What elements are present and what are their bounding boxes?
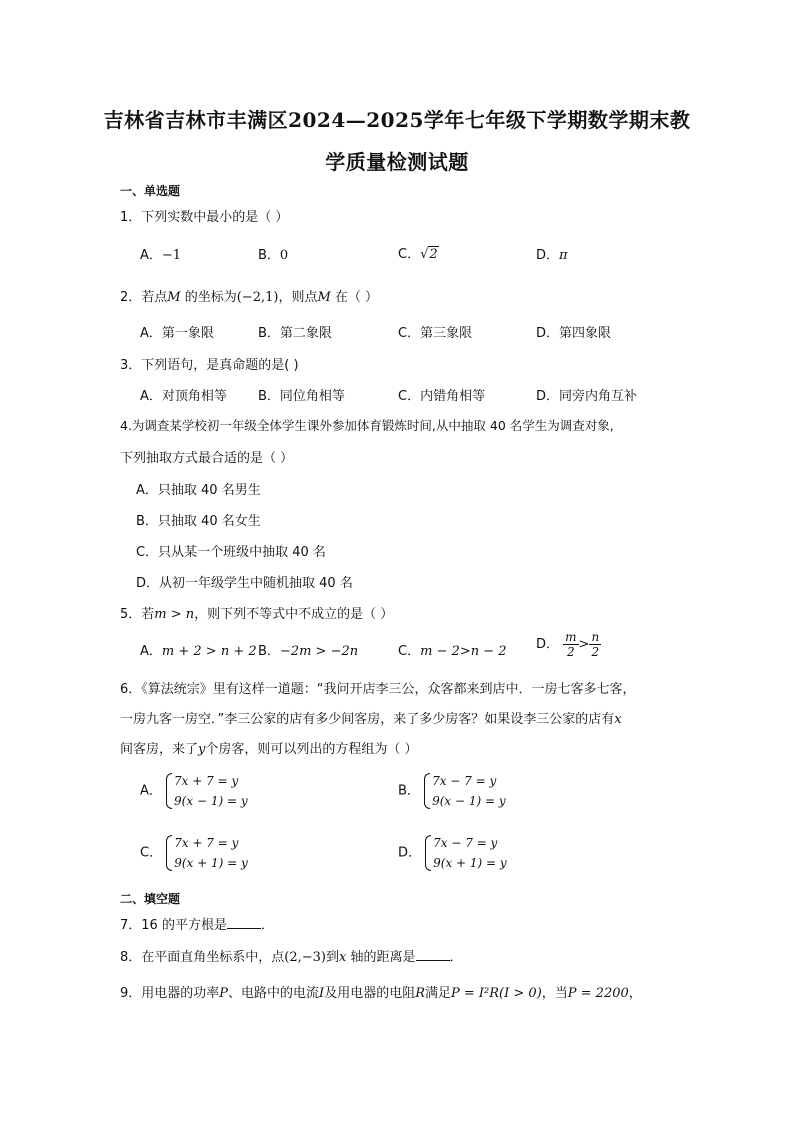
section-single-choice: 一、单选题 xyxy=(120,184,181,198)
q1-option-d: D．π xyxy=(536,248,568,263)
q2-option-d: D．第四象限 xyxy=(536,326,612,341)
exam-title-line1: 吉林省吉林市丰满区2024—2025学年七年级下学期数学期末教 xyxy=(103,108,691,132)
q4-stem-line2: 下列抽取方式最合适的是（ ） xyxy=(120,451,294,466)
q1-option-a: A．−1 xyxy=(140,248,182,263)
equation-system: 7x + 7 = y 9(x + 1) = y xyxy=(166,833,248,873)
q4-option-b: B．只抽取 40 名女生 xyxy=(136,514,261,529)
q2-stem: 2．若点M 的坐标为(−2,1)，则点M 在（ ） xyxy=(120,290,379,305)
q1-option-c: C．√2 xyxy=(398,247,438,262)
q2-option-c: C．第三象限 xyxy=(398,326,473,341)
fraction-n-over-2: $\frac{n}{2}$ xyxy=(591,630,600,659)
q6-stem-line1: 6．《算法统宗》里有这样一道题：“我问开店李三公，众客都来到店中．一房七客多七客， xyxy=(120,682,636,697)
sqrt-symbol: √2 xyxy=(420,247,438,262)
q3-option-d: D．同旁内角互补 xyxy=(536,389,638,404)
q3-option-a: A．对顶角相等 xyxy=(140,389,227,404)
equation-system: 7x + 7 = y 9(x − 1) = y xyxy=(166,771,248,811)
section-fill-blank: 二、填空题 xyxy=(120,892,181,906)
q4-option-c: C．只从某一个班级中抽取 40 名 xyxy=(136,545,326,560)
q4-option-a: A．只抽取 40 名男生 xyxy=(136,483,261,498)
q1-option-b: B．0 xyxy=(258,248,289,263)
q3-option-b: B．同位角相等 xyxy=(258,389,345,404)
q6-option-c: C． 7x + 7 = y 9(x + 1) = y xyxy=(140,833,248,873)
q6-stem-line2: 一房九客一房空．”李三公家的店有多少间客房，来了多少房客？如果设李三公家的店有x xyxy=(120,712,622,727)
q6-option-b: B． 7x − 7 = y 9(x − 1) = y xyxy=(398,771,506,811)
q5-option-c: C．m − 2>n − 2 xyxy=(398,644,507,659)
q3-option-c: C．内错角相等 xyxy=(398,389,486,404)
q5-option-b: B．−2m > −2n xyxy=(258,644,359,659)
q2-option-a: A．第一象限 xyxy=(140,326,214,341)
exam-title-line2: 学质量检测试题 xyxy=(325,150,469,174)
q4-stem-line1: 4.为调查某学校初一年级全体学生课外参加体育锻炼时间,从中抽取 40 名学生为调查对象, xyxy=(120,418,614,433)
q1-stem: 1．下列实数中最小的是（ ） xyxy=(120,210,289,225)
q2-option-b: B．第二象限 xyxy=(258,326,332,341)
q5-option-d: D． $\frac{m}{2}$ > $\frac{n}{2}$ xyxy=(536,630,600,659)
equation-system: 7x − 7 = y 9(x − 1) = y xyxy=(424,771,506,811)
q5-option-a: A．m + 2 > n + 2 xyxy=(140,644,257,659)
q6-option-a: A． 7x + 7 = y 9(x − 1) = y xyxy=(140,771,248,811)
q7-stem: 7．16 的平方根是 ． xyxy=(120,918,274,933)
q3-stem: 3．下列语句，是真命题的是( ) xyxy=(120,358,299,373)
equation-system: 7x − 7 = y 9(x + 1) = y xyxy=(425,833,507,873)
q9-stem: 9．用电器的功率P、电路中的电流I及用电器的电阻R满足P = I²R(I > 0)，当P = 2200， xyxy=(120,986,642,1001)
answer-blank[interactable] xyxy=(416,948,450,961)
q5-stem: 5．若m > n，则下列不等式中不成立的是（ ） xyxy=(120,607,394,622)
q6-stem-line3: 间客房，来了y个房客，则可以列出的方程组为（ ） xyxy=(120,742,418,757)
answer-blank[interactable] xyxy=(227,916,261,929)
q6-option-d: D． 7x − 7 = y 9(x + 1) = y xyxy=(398,833,507,873)
q8-stem: 8．在平面直角坐标系中，点(2,−3)到x 轴的距离是 ． xyxy=(120,950,463,965)
q4-option-d: D．从初一年级学生中随机抽取 40 名 xyxy=(136,576,353,591)
fraction-m-over-2: $\frac{m}{2}$ xyxy=(565,630,577,659)
